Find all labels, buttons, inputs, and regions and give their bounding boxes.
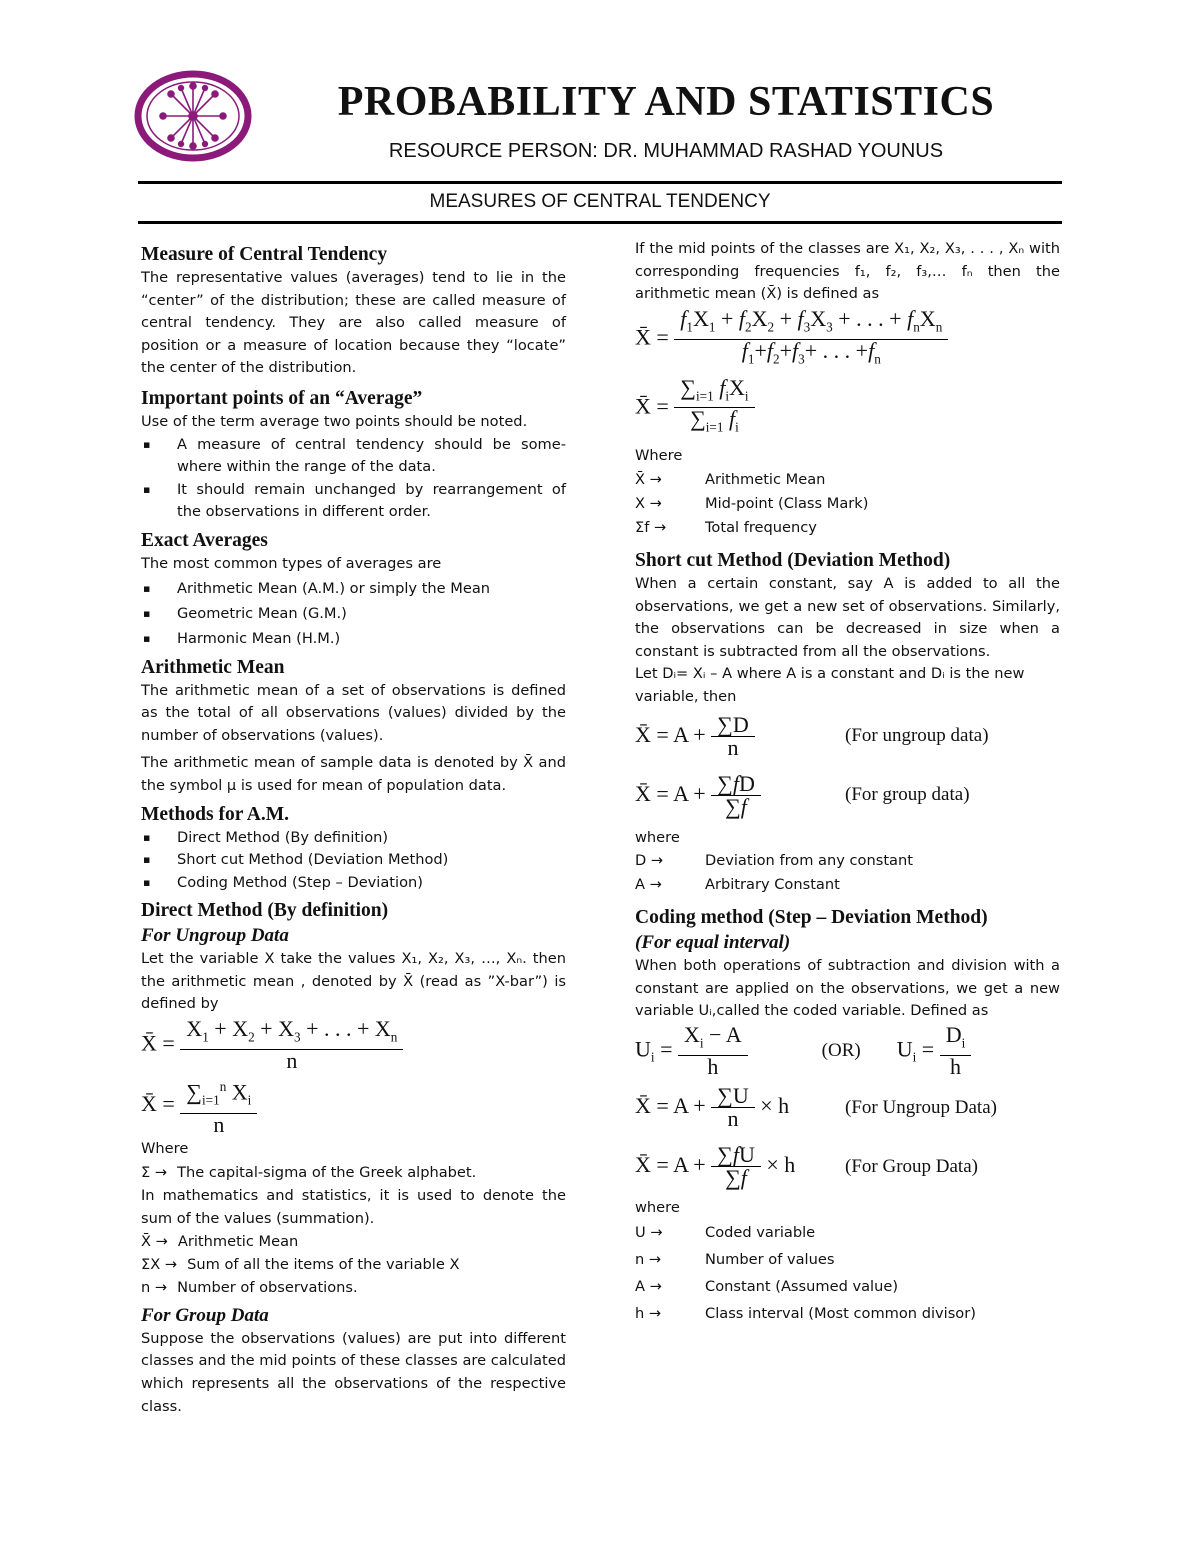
definitions-coding — [635, 1219, 1060, 1327]
heading-important-points: Important points of an “Average” — [141, 387, 423, 409]
definitions-left — [141, 1161, 566, 1299]
heading-group-data: For Group Data — [141, 1304, 269, 1326]
where-label: Where — [635, 447, 683, 465]
formula-coding-group: X̄ = A + $\frac{\sum fU}{\sum f}$ × h (For Group Data) — [635, 1141, 978, 1191]
divider-top — [138, 181, 1062, 184]
paragraph-coding: When both operations of subtraction and division with a constant are applied on the observations, we get a new variable Uᵢ,called the coded variable. Defined as — [635, 957, 1060, 1020]
formula-mean-group: X̄ = $\frac{f_1X_1 + f_2X_2 + f_3X_3 + . . . + f_nX_n}{f_1+f_2+f_3+ . . . +f_n}$ — [635, 308, 1060, 371]
definition-row: In mathematics and statistics, it is used to denote the sum of the values (summation). — [141, 1186, 566, 1227]
list-item: ▪ Geometric Mean (G.M.) — [141, 601, 566, 626]
divider-bottom — [138, 221, 1062, 224]
definition-row: A → Constant (Assumed value) — [635, 1278, 899, 1296]
paragraph-ungroup: Let the variable X take the values X₁, X₂, X₃, …, Xₙ. then the arithmetic mean , denoted by X̄ (read as ”X-bar”) is defined by — [141, 950, 566, 1013]
paragraph-group: Suppose the observations (values) are put into different classes and the mid points of these classes are calculated which represents all the observations of the respective class. — [141, 1329, 566, 1415]
paragraph-averages: The most common types of averages are — [141, 554, 442, 572]
list-item: ▪ Coding Method (Step – Deviation) — [141, 872, 566, 895]
paragraph-am-notation: The arithmetic mean of sample data is denoted by X̄ and the symbol μ is used for mean of population data. — [141, 754, 566, 794]
paragraph-am-def: The arithmetic mean of a set of observations is defined as the total of all observations (values) divided by the number of observations (values). — [141, 681, 566, 744]
paragraph-measure: The representative values (averages) tend to lie in the “center” of the distribution; these are called measure of central tendency. They are also called measure of position or a measure of location because they “locate” the center of the distribution. — [141, 269, 566, 377]
list-item: ▪ Harmonic Mean (H.M.) — [141, 626, 566, 651]
right-column — [635, 238, 1060, 1327]
definition-row: A → Arbitrary Constant — [635, 876, 840, 894]
list-item: ▪ A measure of central tendency should be some-where within the range of the data. — [141, 434, 566, 479]
formula-coded-variable: $U_i$ = $\frac{X_i - A}{h}$ (OR) $U_i$ = $\frac{D_i}{h}$ — [635, 1023, 1060, 1079]
definition-row: X̄ → Arithmetic Mean — [141, 1232, 299, 1250]
list-item: ▪ Arithmetic Mean (A.M.) or simply the Mean — [141, 576, 566, 601]
heading-direct-method: Direct Method (By definition) — [141, 900, 389, 922]
paragraph-short-cut: When a certain constant, say A is added to all the observations, we get a new set of observations. Similarly, the observations can be decreased in size when a constant is subtracted from all the observations. — [635, 574, 1060, 660]
paragraph-midpoints: If the mid points of the classes are X₁, X₂, X₃, . . . , Xₙ with corresponding frequencies f₁, f₂, f₃,… fₙ then the arithmetic mean (X̄) is defined as — [635, 240, 1060, 303]
definition-row: Σ → The capital-sigma of the Greek alphabet. — [141, 1163, 477, 1181]
list-item: ▪ Short cut Method (Deviation Method) — [141, 849, 566, 872]
where-label: where — [635, 1198, 680, 1216]
where-label: Where — [141, 1140, 189, 1158]
heading-measure: Measure of Central Tendency — [141, 244, 388, 265]
paragraph-deviation-var: Let Dᵢ= Xᵢ – A where A is a constant and Dᵢ is the new variable, then — [635, 665, 1025, 705]
formula-coding-ungroup: X̄ = A + $\frac{\sum U}{n}$ × h (For Ungroup Data) — [635, 1082, 997, 1132]
heading-methods: Methods for A.M. — [141, 803, 290, 825]
definition-row: D → Deviation from any constant — [635, 852, 913, 870]
definitions-deviation — [635, 849, 1060, 897]
paragraph-points: Use of the term average two points should be noted. — [141, 412, 528, 430]
heading-equal-interval: (For equal interval) — [635, 932, 791, 954]
formula-deviation-ungroup: X̄ = A + $\frac{\sum D}{n}$ (For ungroup data) — [635, 711, 989, 760]
definition-row: Σf → Total frequency — [635, 518, 817, 536]
heading-exact-averages: Exact Averages — [141, 529, 268, 551]
list-item: ▪ It should remain unchanged by rearrangement of the observations in different order. — [141, 479, 566, 524]
heading-coding-method: Coding method (Step – Deviation Method) — [635, 907, 988, 929]
heading-arithmetic-mean: Arithmetic Mean — [141, 656, 285, 678]
definition-row: X → Mid-point (Class Mark) — [635, 494, 869, 512]
heading-ungroup-data: For Ungroup Data — [141, 925, 289, 947]
definition-row: n → Number of observations. — [141, 1278, 358, 1296]
definition-row: X̄ → Arithmetic Mean — [635, 470, 826, 488]
document-title: PROBABILITY AND STATISTICS — [337, 79, 995, 125]
resource-person: RESOURCE PERSON: DR. MUHAMMAD RASHAD YOUNUS — [388, 140, 944, 162]
methods-list — [141, 827, 566, 895]
list-item: ▪ Direct Method (By definition) — [141, 827, 566, 850]
formula-mean-group-sum: X̄ = $\frac{\sum_{i=1} f_iX_i}{\sum_{i=1} f_i}$ — [635, 377, 1060, 440]
formula-mean-sum: X̄ = $\frac{\sum_{i=1}^n X_i}{n}$ — [141, 1076, 566, 1136]
definition-row: ΣX → Sum of all the items of the variable X — [141, 1255, 460, 1273]
section-title: MEASURES OF CENTRAL TENDENCY — [429, 191, 771, 212]
formula-deviation-group: X̄ = A + $\frac{\sum fD}{\sum f}$ (For group data) — [635, 770, 970, 819]
where-label: where — [635, 828, 680, 846]
definition-row: n → Number of values — [635, 1251, 835, 1269]
averages-list — [141, 576, 566, 651]
definition-row: U → Coded variable — [635, 1224, 816, 1242]
definitions-group — [635, 468, 1060, 540]
heading-short-cut: Short cut Method (Deviation Method) — [635, 549, 951, 571]
definition-row: h → Class interval (Most common divisor) — [635, 1305, 976, 1323]
left-column — [141, 238, 566, 1418]
formula-mean-ungroup: X̄ = $\frac{X_1 + X_2 + X_3 + . . . + X_n}{n}$ — [141, 1018, 566, 1072]
points-list — [141, 434, 566, 524]
